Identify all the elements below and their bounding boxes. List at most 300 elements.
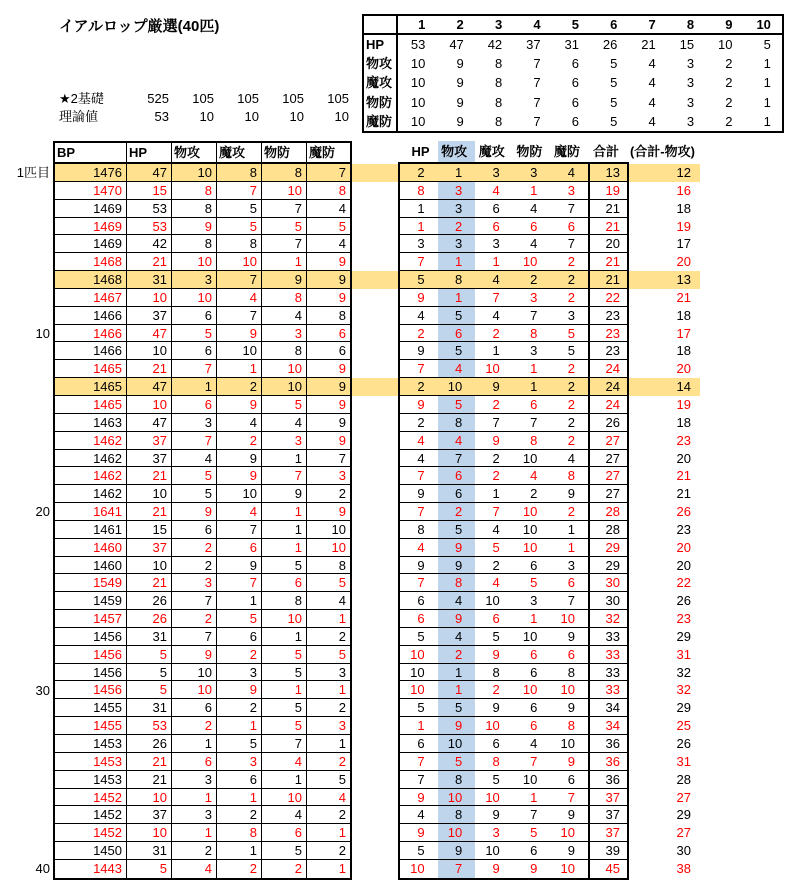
rank-cell[interactable]: 10	[438, 378, 476, 396]
stat-cell[interactable]: 21	[127, 753, 172, 771]
rank-cell[interactable]: 2	[550, 289, 588, 307]
rank-cell[interactable]: 1	[513, 789, 551, 807]
rank-cell[interactable]: 5	[438, 396, 476, 414]
rank-cell[interactable]: 6	[513, 664, 551, 682]
stat-cell[interactable]: 5	[172, 325, 217, 343]
rank-cell[interactable]: 2	[400, 414, 438, 432]
total-cell[interactable]: 34	[588, 717, 627, 735]
rank-cell[interactable]: 6	[475, 610, 513, 628]
rank-cell[interactable]: 6	[438, 325, 476, 343]
rank-cell[interactable]: 2	[550, 360, 588, 378]
rank-value-cell[interactable]: 6	[571, 94, 579, 110]
rank-cell[interactable]: 9	[400, 824, 438, 842]
stat-cell[interactable]: 9	[307, 289, 350, 307]
stat-cell[interactable]: 10	[262, 378, 307, 396]
stat-cell[interactable]: 7	[217, 271, 262, 289]
rank-value-cell[interactable]: 5	[610, 113, 618, 129]
rank-cell[interactable]: 9	[550, 628, 588, 646]
rank-cell[interactable]: 8	[550, 717, 588, 735]
right-col-header[interactable]: 物攻	[441, 144, 468, 159]
rank-value-cell[interactable]: 1	[763, 75, 771, 91]
stat-cell[interactable]: 9	[307, 271, 350, 289]
right-col-header[interactable]: HP	[411, 144, 430, 159]
stat-cell[interactable]: 37	[127, 450, 172, 468]
stat-cell[interactable]: 5	[307, 218, 350, 236]
rank-cell[interactable]: 10	[550, 824, 588, 842]
rank-cell[interactable]: 6	[475, 200, 513, 218]
rank-cell[interactable]: 10	[550, 735, 588, 753]
stat-cell[interactable]: 8	[262, 342, 307, 360]
stat-cell[interactable]: 7	[172, 432, 217, 450]
rank-value-cell[interactable]: 10	[410, 56, 426, 72]
rank-cell[interactable]: 6	[513, 699, 551, 717]
stat-cell[interactable]: 9	[217, 450, 262, 468]
rank-cell[interactable]: 1	[475, 342, 513, 360]
rank-cell[interactable]: 1	[438, 664, 476, 682]
bp-cell[interactable]: 1460	[55, 557, 127, 575]
rank-value-cell[interactable]: 3	[686, 94, 695, 110]
stat-cell[interactable]: 5	[262, 842, 307, 860]
rank-col-header[interactable]: 2	[436, 16, 474, 35]
rank-cell[interactable]: 10	[550, 610, 588, 628]
rank-cell[interactable]: 2	[475, 325, 513, 343]
diff-cell[interactable]: 20	[676, 557, 691, 573]
total-cell[interactable]: 24	[588, 360, 627, 378]
stat-cell[interactable]: 7	[262, 235, 307, 253]
rank-cell[interactable]: 2	[513, 271, 551, 289]
bp-cell[interactable]: 1469	[55, 218, 127, 236]
base-value-cell[interactable]: 10	[199, 109, 214, 124]
rank-cell[interactable]: 4	[513, 200, 551, 218]
rank-cell[interactable]: 7	[513, 753, 551, 771]
diff-cell[interactable]: 23	[676, 611, 691, 627]
stat-cell[interactable]: 5	[262, 396, 307, 414]
stat-cell[interactable]: 2	[307, 753, 350, 771]
bp-cell[interactable]: 1462	[55, 485, 127, 503]
rank-cell[interactable]: 9	[475, 806, 513, 824]
bp-cell[interactable]: 1476	[55, 164, 127, 182]
base-value-cell[interactable]: 105	[192, 91, 214, 106]
rank-cell[interactable]: 2	[550, 271, 588, 289]
rank-cell[interactable]: 2	[513, 485, 551, 503]
stat-cell[interactable]: 37	[127, 539, 172, 557]
left-col-header[interactable]: HP	[127, 143, 172, 164]
bp-cell[interactable]: 1455	[55, 699, 127, 717]
stat-cell[interactable]: 7	[217, 574, 262, 592]
bp-cell[interactable]: 1462	[55, 450, 127, 468]
stat-cell[interactable]: 8	[217, 824, 262, 842]
bp-cell[interactable]: 1463	[55, 414, 127, 432]
rank-cell[interactable]: 6	[513, 557, 551, 575]
rank-cell[interactable]: 2	[550, 396, 588, 414]
stat-cell[interactable]: 4	[217, 414, 262, 432]
rank-cell[interactable]: 1	[513, 182, 551, 200]
bp-cell[interactable]: 1468	[55, 253, 127, 271]
stat-cell[interactable]: 3	[172, 271, 217, 289]
stat-cell[interactable]: 9	[262, 271, 307, 289]
rank-cell[interactable]: 6	[513, 396, 551, 414]
rank-cell[interactable]: 6	[438, 485, 476, 503]
stat-cell[interactable]: 31	[127, 842, 172, 860]
stat-cell[interactable]: 6	[172, 699, 217, 717]
rank-cell[interactable]: 9	[438, 539, 476, 557]
total-cell[interactable]: 21	[588, 218, 627, 236]
rank-value-cell[interactable]: 1	[763, 94, 771, 110]
rank-col-header[interactable]: 6	[590, 16, 628, 35]
bp-cell[interactable]: 1466	[55, 325, 127, 343]
stat-cell[interactable]: 2	[172, 842, 217, 860]
rank-value-cell[interactable]: 4	[648, 56, 656, 72]
rank-cell[interactable]: 10	[475, 789, 513, 807]
rank-cell[interactable]: 7	[454, 860, 463, 876]
right-col-header[interactable]: 物防	[516, 144, 543, 159]
rank-cell[interactable]: 1	[475, 485, 513, 503]
stat-cell[interactable]: 3	[217, 753, 262, 771]
rank-cell[interactable]: 1	[400, 200, 438, 218]
stat-cell[interactable]: 9	[307, 432, 350, 450]
stat-cell[interactable]: 3	[217, 664, 262, 682]
stat-cell[interactable]: 5	[262, 218, 307, 236]
rank-cell[interactable]: 2	[438, 218, 476, 236]
stat-cell[interactable]: 5	[262, 664, 307, 682]
stat-cell[interactable]: 1	[262, 450, 307, 468]
rank-cell[interactable]: 3	[475, 235, 513, 253]
stat-cell[interactable]: 5	[307, 646, 350, 664]
rank-cell[interactable]: 3	[513, 342, 551, 360]
rank-cell[interactable]: 10	[400, 646, 438, 664]
rank-cell[interactable]: 6	[400, 610, 438, 628]
total-cell[interactable]: 33	[588, 681, 627, 699]
right-col-header[interactable]: 魔攻	[478, 144, 505, 159]
total-cell[interactable]: 37	[588, 789, 627, 807]
bp-cell[interactable]: 1466	[55, 307, 127, 325]
diff-cell[interactable]: 13	[676, 272, 691, 288]
rank-cell[interactable]: 9	[550, 699, 588, 717]
bp-cell[interactable]: 1455	[55, 717, 127, 735]
bp-cell[interactable]: 1452	[55, 806, 127, 824]
total-cell[interactable]: 27	[588, 432, 627, 450]
diff-cell[interactable]: 20	[676, 450, 691, 466]
stat-cell[interactable]: 37	[127, 806, 172, 824]
rank-cell[interactable]: 3	[438, 182, 476, 200]
rank-col-header[interactable]: 5	[552, 16, 590, 35]
stat-cell[interactable]: 4	[307, 789, 350, 807]
diff-cell[interactable]: 17	[676, 236, 691, 252]
sheet-title[interactable]: イアルロップ厳選(40匹)	[59, 18, 220, 35]
total-cell[interactable]: 30	[588, 574, 627, 592]
stat-cell[interactable]: 53	[127, 717, 172, 735]
stat-cell[interactable]: 3	[262, 432, 307, 450]
stat-cell[interactable]: 2	[217, 806, 262, 824]
bp-cell[interactable]: 1465	[55, 378, 127, 396]
stat-cell[interactable]: 4	[262, 806, 307, 824]
rank-cell[interactable]: 5	[513, 824, 551, 842]
rank-value-cell[interactable]: 1	[763, 56, 771, 72]
rank-value-cell[interactable]: 2	[725, 94, 733, 110]
stat-cell[interactable]: 5	[172, 467, 217, 485]
rank-cell[interactable]: 10	[550, 681, 588, 699]
diff-cell[interactable]: 27	[676, 825, 691, 841]
rank-value-cell[interactable]: 9	[456, 75, 464, 91]
stat-cell[interactable]: 10	[127, 396, 172, 414]
stat-cell[interactable]: 4	[262, 307, 307, 325]
rank-cell[interactable]: 9	[438, 717, 476, 735]
rank-value-cell[interactable]: 31	[564, 37, 579, 52]
stat-cell[interactable]: 8	[307, 307, 350, 325]
total-cell[interactable]: 23	[588, 307, 627, 325]
rank-value-cell[interactable]: 37	[526, 37, 541, 52]
rank-cell[interactable]: 4	[550, 164, 588, 182]
stat-cell[interactable]: 1	[262, 503, 307, 521]
rank-cell[interactable]: 8	[438, 806, 476, 824]
rank-cell[interactable]: 5	[400, 271, 438, 289]
rank-value-cell[interactable]: 3	[686, 75, 695, 91]
diff-cell[interactable]: 20	[676, 539, 691, 555]
rank-cell[interactable]: 7	[475, 289, 513, 307]
stat-cell[interactable]: 2	[307, 699, 350, 717]
rank-value-cell[interactable]: 4	[648, 94, 656, 110]
rank-cell[interactable]: 5	[438, 342, 476, 360]
base-value-cell[interactable]: 10	[289, 109, 304, 124]
rank-cell[interactable]: 10	[475, 842, 513, 860]
stat-cell[interactable]: 7	[262, 467, 307, 485]
rank-cell[interactable]: 8	[513, 432, 551, 450]
stat-cell[interactable]: 8	[262, 592, 307, 610]
rank-cell[interactable]: 5	[400, 699, 438, 717]
rank-value-cell[interactable]: 7	[533, 75, 541, 91]
left-col-header[interactable]: 魔攻	[217, 143, 262, 164]
rank-value-cell[interactable]: 5	[763, 37, 771, 52]
bp-cell[interactable]: 1452	[55, 824, 127, 842]
base-value-cell[interactable]: 105	[327, 91, 349, 106]
left-col-header[interactable]: BP	[55, 143, 127, 164]
rank-cell[interactable]: 1	[438, 164, 476, 182]
rank-cell[interactable]: 7	[400, 253, 438, 271]
diff-cell[interactable]: 30	[676, 843, 691, 859]
total-cell[interactable]: 36	[588, 753, 627, 771]
bp-cell[interactable]: 1453	[55, 771, 127, 789]
rank-cell[interactable]: 10	[513, 503, 551, 521]
stat-cell[interactable]: 5	[307, 771, 350, 789]
diff-cell[interactable]: 27	[676, 789, 691, 805]
rank-cell[interactable]: 9	[400, 557, 438, 575]
stat-cell[interactable]: 53	[127, 200, 172, 218]
stat-cell[interactable]: 3	[307, 467, 350, 485]
rank-value-cell[interactable]: 2	[725, 56, 733, 72]
rank-value-cell[interactable]: 9	[456, 56, 464, 72]
stat-cell[interactable]: 8	[262, 289, 307, 307]
total-cell[interactable]: 27	[588, 485, 627, 503]
rank-cell[interactable]: 9	[550, 842, 588, 860]
rank-value-cell[interactable]: 10	[410, 94, 426, 110]
rank-cell[interactable]: 2	[438, 503, 476, 521]
rank-cell[interactable]: 10	[438, 824, 476, 842]
rank-cell[interactable]: 9	[400, 289, 438, 307]
rank-value-cell[interactable]: 5	[610, 75, 618, 91]
stat-cell[interactable]: 10	[262, 360, 307, 378]
stat-cell[interactable]: 8	[262, 164, 307, 182]
stat-cell[interactable]: 5	[127, 681, 172, 699]
rank-cell[interactable]: 1	[513, 360, 551, 378]
left-col-header[interactable]: 物攻	[172, 143, 217, 164]
stat-cell[interactable]: 10	[127, 289, 172, 307]
rank-cell[interactable]: 5	[400, 628, 438, 646]
stat-cell[interactable]: 1	[262, 521, 307, 539]
bp-cell[interactable]: 1443	[55, 860, 127, 878]
diff-cell[interactable]: 21	[676, 468, 691, 484]
total-cell[interactable]: 37	[588, 806, 627, 824]
total-cell[interactable]: 22	[588, 289, 627, 307]
stat-cell[interactable]: 5	[217, 735, 262, 753]
stat-cell[interactable]: 47	[127, 325, 172, 343]
stat-cell[interactable]: 3	[172, 806, 217, 824]
diff-cell[interactable]: 25	[676, 718, 691, 734]
bp-cell[interactable]: 1469	[55, 200, 127, 218]
diff-cell[interactable]: 38	[676, 860, 691, 876]
rank-cell[interactable]: 7	[550, 200, 588, 218]
base-value-cell[interactable]: 10	[334, 109, 349, 124]
base-value-cell[interactable]: 53	[154, 109, 169, 124]
rank-value-cell[interactable]: 8	[494, 75, 503, 91]
rank-cell[interactable]: 2	[400, 378, 438, 396]
rank-cell[interactable]: 1	[475, 253, 513, 271]
stat-cell[interactable]: 1	[172, 824, 217, 842]
total-cell[interactable]: 34	[588, 699, 627, 717]
stat-cell[interactable]: 1	[262, 539, 307, 557]
bp-cell[interactable]: 1466	[55, 342, 127, 360]
rank-cell[interactable]: 10	[475, 360, 513, 378]
stat-cell[interactable]: 31	[127, 699, 172, 717]
rank-cell[interactable]: 8	[438, 271, 476, 289]
stat-cell[interactable]: 6	[172, 521, 217, 539]
stat-cell[interactable]: 5	[307, 574, 350, 592]
stat-cell[interactable]: 9	[217, 467, 262, 485]
stat-cell[interactable]: 26	[127, 735, 172, 753]
total-cell[interactable]: 30	[588, 592, 627, 610]
rank-cell[interactable]: 6	[475, 735, 513, 753]
rank-cell[interactable]: 6	[550, 771, 588, 789]
stat-cell[interactable]: 7	[307, 164, 350, 182]
rank-value-cell[interactable]: 8	[494, 56, 503, 72]
rank-row-label[interactable]: 魔攻	[364, 73, 398, 92]
rank-cell[interactable]: 8	[438, 414, 476, 432]
stat-cell[interactable]: 5	[262, 717, 307, 735]
diff-cell[interactable]: 18	[676, 343, 691, 359]
stat-cell[interactable]: 47	[127, 164, 172, 182]
rank-row-label[interactable]: HP	[364, 35, 398, 54]
stat-cell[interactable]: 1	[262, 681, 307, 699]
bp-cell[interactable]: 1467	[55, 289, 127, 307]
stat-cell[interactable]: 9	[307, 503, 350, 521]
stat-cell[interactable]: 5	[217, 218, 262, 236]
rank-cell[interactable]: 8	[438, 574, 476, 592]
rank-cell[interactable]: 6	[400, 592, 438, 610]
stat-cell[interactable]: 5	[262, 699, 307, 717]
total-cell[interactable]: 28	[588, 503, 627, 521]
rank-cell[interactable]: 5	[475, 771, 513, 789]
stat-cell[interactable]: 8	[217, 164, 262, 182]
diff-cell[interactable]: 14	[676, 379, 691, 395]
rank-cell[interactable]: 9	[475, 699, 513, 717]
rank-cell[interactable]: 3	[550, 307, 588, 325]
rank-cell[interactable]: 1	[550, 521, 588, 539]
stat-cell[interactable]: 10	[172, 164, 217, 182]
rank-cell[interactable]: 9	[550, 753, 588, 771]
stat-cell[interactable]: 1	[307, 681, 350, 699]
stat-cell[interactable]: 10	[262, 789, 307, 807]
rank-cell[interactable]: 4	[475, 182, 513, 200]
rank-cell[interactable]: 10	[513, 253, 551, 271]
total-cell[interactable]: 36	[588, 771, 627, 789]
rank-cell[interactable]: 4	[400, 450, 438, 468]
stat-cell[interactable]: 7	[262, 200, 307, 218]
rank-cell[interactable]: 4	[400, 806, 438, 824]
rank-cell[interactable]: 5	[513, 574, 551, 592]
diff-cell[interactable]: 18	[676, 200, 691, 216]
rank-cell[interactable]: 4	[475, 574, 513, 592]
stat-cell[interactable]: 1	[262, 253, 307, 271]
stat-cell[interactable]: 1	[172, 378, 217, 396]
rank-cell[interactable]: 9	[475, 646, 513, 664]
stat-cell[interactable]: 9	[172, 503, 217, 521]
rank-row-label[interactable]: 物攻	[364, 54, 398, 73]
rank-cell[interactable]: 9	[530, 860, 538, 876]
rank-value-cell[interactable]: 6	[571, 113, 579, 129]
stat-cell[interactable]: 2	[307, 628, 350, 646]
diff-cell[interactable]: 19	[676, 396, 691, 412]
rank-cell[interactable]: 6	[513, 717, 551, 735]
stat-cell[interactable]: 10	[307, 539, 350, 557]
total-cell[interactable]: 21	[588, 271, 627, 289]
rank-cell[interactable]: 6	[513, 646, 551, 664]
diff-cell[interactable]: 18	[676, 307, 691, 323]
base-value-cell[interactable]: 105	[237, 91, 259, 106]
left-col-header[interactable]: 物防	[262, 143, 307, 164]
total-cell[interactable]: 33	[588, 664, 627, 682]
stat-cell[interactable]: 2	[217, 860, 262, 878]
bp-cell[interactable]: 1469	[55, 235, 127, 253]
rank-value-cell[interactable]: 6	[571, 56, 579, 72]
stat-cell[interactable]: 2	[307, 842, 350, 860]
stat-cell[interactable]: 10	[127, 824, 172, 842]
base-row-label[interactable]: 理論値	[59, 109, 99, 124]
stat-cell[interactable]: 3	[307, 664, 350, 682]
total-cell[interactable]: 26	[588, 414, 627, 432]
bp-cell[interactable]: 1456	[55, 681, 127, 699]
stat-cell[interactable]: 10	[127, 485, 172, 503]
stat-cell[interactable]: 5	[127, 664, 172, 682]
stat-cell[interactable]: 7	[307, 450, 350, 468]
stat-cell[interactable]: 2	[172, 717, 217, 735]
stat-cell[interactable]: 2	[172, 539, 217, 557]
bp-cell[interactable]: 1453	[55, 735, 127, 753]
stat-cell[interactable]: 53	[127, 218, 172, 236]
stat-cell[interactable]: 9	[217, 681, 262, 699]
stat-cell[interactable]: 10	[127, 557, 172, 575]
stat-cell[interactable]: 5	[172, 485, 217, 503]
total-cell[interactable]: 19	[588, 182, 627, 200]
bp-cell[interactable]: 1465	[55, 360, 127, 378]
rank-cell[interactable]: 5	[475, 539, 513, 557]
bp-cell[interactable]: 1641	[55, 503, 127, 521]
rank-cell[interactable]: 4	[513, 735, 551, 753]
rank-value-cell[interactable]: 3	[686, 56, 695, 72]
rank-value-cell[interactable]: 10	[410, 113, 426, 129]
rank-cell[interactable]: 10	[400, 664, 438, 682]
stat-cell[interactable]: 9	[217, 557, 262, 575]
stat-cell[interactable]: 47	[127, 378, 172, 396]
diff-cell[interactable]: 20	[676, 254, 691, 270]
